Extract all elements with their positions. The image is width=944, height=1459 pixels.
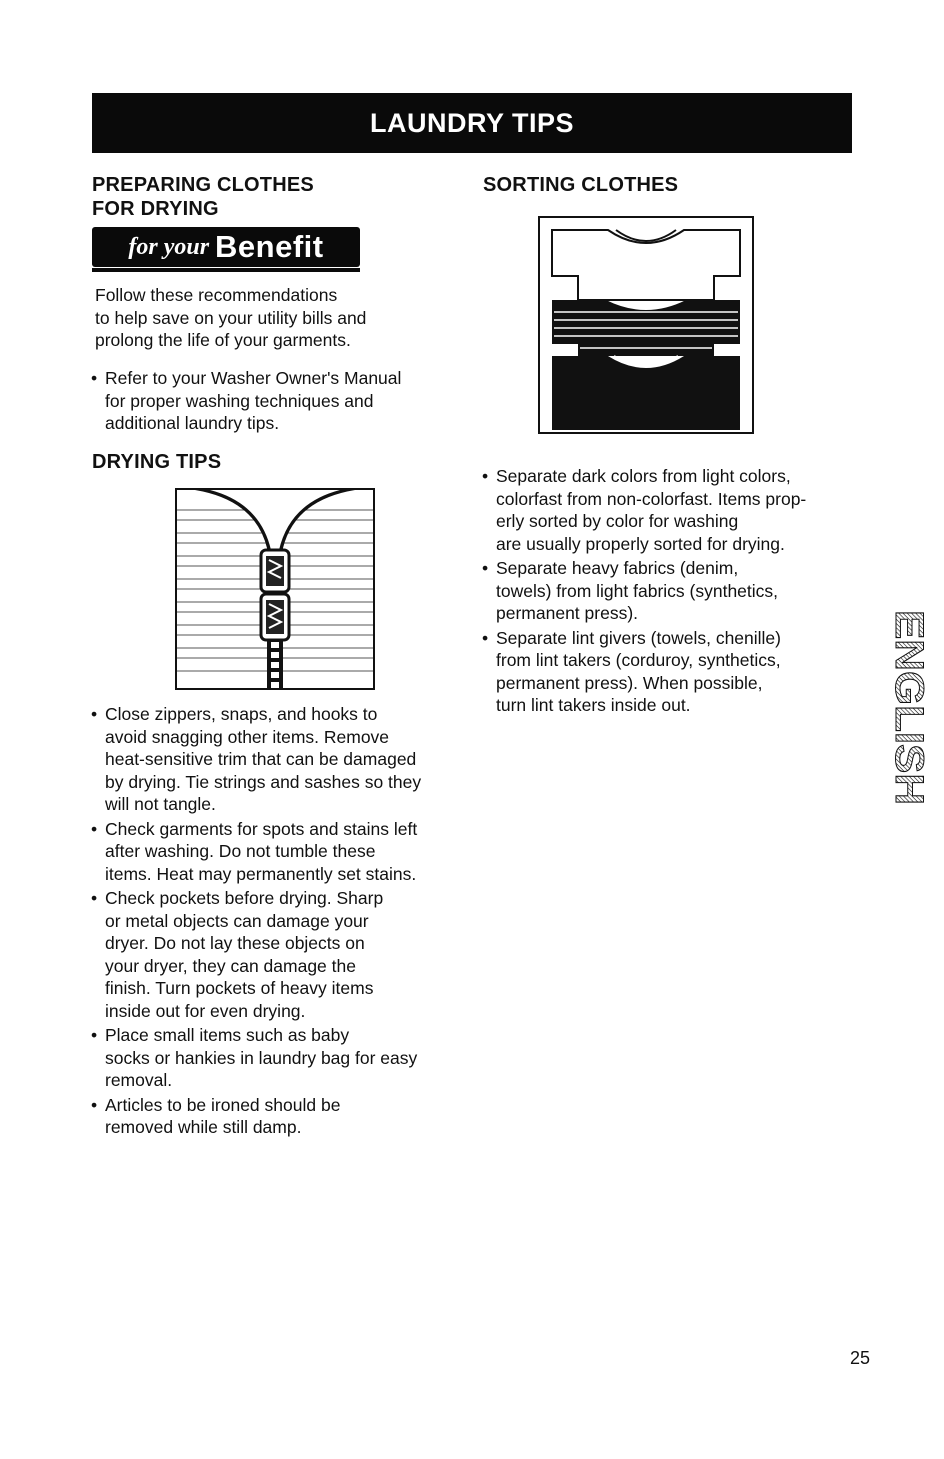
sorting-heading: SORTING CLOTHES [483, 174, 679, 196]
intro-line: prolong the life of your garments. [95, 330, 351, 350]
list-item: • Separate heavy fabrics (denim, towels) from light fabrics (synthetics, permanent press). [482, 557, 862, 625]
drying-bullets [91, 703, 491, 1141]
drying-heading: DRYING TIPS [92, 451, 222, 473]
zipper-icon [175, 488, 375, 690]
shirts-icon [538, 216, 754, 434]
benefit-logo-word: Benefit [215, 229, 324, 264]
page-banner: LAUNDRY TIPS [92, 93, 852, 153]
sorting-bullets [482, 465, 862, 719]
list-item: • Check pockets before drying. Sharp or metal objects can damage your dryer. Do not lay these objects on your dryer, they can damage the finish. Turn pockets of heavy items inside out for even drying. [91, 887, 491, 1022]
preparing-heading-line2: FOR DRYING [92, 198, 219, 220]
list-item: • Refer to your Washer Owner's Manual for proper washing techniques and additional laundry tips. [91, 367, 471, 435]
intro-line: Follow these recommendations [95, 285, 338, 305]
side-tab-label: ENGLISH [887, 610, 931, 788]
list-item: • Check garments for spots and stains left after washing. Do not tumble these items. Heat may permanently set stains. [91, 818, 491, 886]
preparing-heading [92, 173, 314, 221]
intro-line: to help save on your utility bills and [95, 307, 367, 328]
language-side-tab [858, 610, 931, 805]
preparing-bullets [91, 367, 471, 437]
preparing-heading-line1: PREPARING CLOTHES [92, 174, 314, 196]
list-item: • Articles to be ironed should be removed while still damp. [91, 1094, 491, 1139]
list-item: • Separate dark colors from light colors, colorfast from non-colorfast. Items prop- erly sorted by color for washing are usually properly sorted for drying. [482, 465, 862, 555]
benefit-underline [92, 268, 360, 272]
list-item: • Close zippers, snaps, and hooks to avoid snagging other items. Remove heat-sensitive trim that can be damaged by drying. Tie strings and sashes so they will not tangle. [91, 703, 491, 816]
benefit-logo-prefix: for your [128, 233, 210, 260]
for-your-benefit-logo [92, 227, 360, 267]
list-item: • Separate lint givers (towels, chenille) from lint takers (corduroy, synthetics, permanent press). When possible, turn lint takers inside out. [482, 627, 862, 717]
list-item: • Place small items such as baby socks or hankies in laundry bag for easy removal. [91, 1024, 491, 1092]
page-number: 25 [850, 1348, 871, 1368]
preparing-intro [95, 284, 475, 352]
